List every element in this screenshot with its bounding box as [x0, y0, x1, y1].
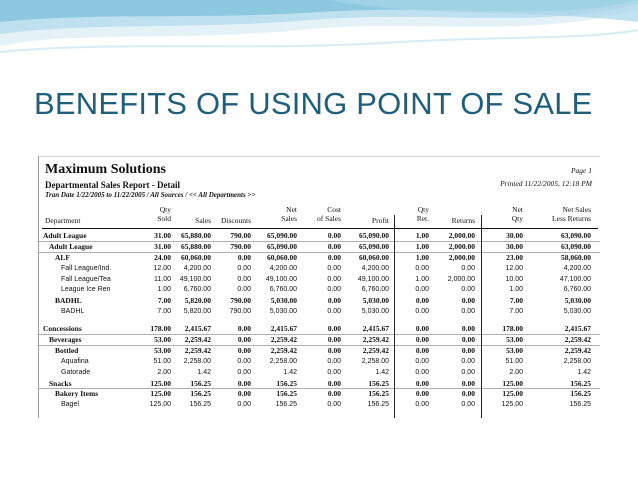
- cell-sales: 2,258.00: [183, 357, 211, 365]
- cell-qty-sold: 7.00: [157, 308, 171, 316]
- department-name: League Ice Ren: [61, 286, 111, 294]
- header-net-sales: Net Sales: [281, 205, 297, 223]
- cell-qty-sold: 2.00: [157, 368, 171, 376]
- cell-qty-sold: 31.00: [154, 241, 171, 251]
- column-headers: [39, 205, 600, 227]
- table-row: [39, 346, 600, 357]
- cell-net-less-returns: 156.25: [570, 389, 591, 399]
- cell-profit: 2,259.42: [362, 345, 389, 355]
- cell-discounts: 0.00: [237, 275, 251, 283]
- header-cost-of-sales: Cost of Sales: [317, 205, 341, 223]
- department-name: BADHL: [61, 308, 85, 316]
- cell-net-qty: 53.00: [506, 335, 523, 345]
- cell-qty-sold: 24.00: [154, 252, 171, 262]
- cell-qty-sold: 53.00: [154, 345, 171, 355]
- cell-qty-ret: 1.00: [415, 275, 429, 283]
- cell-cost-of-sales: 0.00: [327, 401, 341, 409]
- cell-sales: 2,259.42: [184, 345, 211, 355]
- cell-sales: 156.25: [189, 401, 211, 409]
- column-divider: [394, 215, 395, 418]
- table-row: [39, 368, 600, 379]
- cell-net-qty: 30.00: [506, 241, 523, 251]
- cell-qty-sold: 11.00: [154, 275, 171, 283]
- cell-qty-ret: 0.00: [415, 401, 429, 409]
- cell-net-sales: 5,030.00: [269, 308, 297, 316]
- cell-net-less-returns: 156.25: [569, 401, 591, 409]
- cell-profit: 60,060.00: [359, 252, 389, 262]
- cell-discounts: 0.00: [237, 368, 251, 376]
- cell-qty-sold: 7.00: [157, 296, 171, 306]
- cell-discounts: 0.00: [237, 286, 251, 294]
- cell-net-less-returns: 156.25: [570, 378, 591, 388]
- cell-net-qty: 30.00: [506, 231, 523, 240]
- cell-net-sales: 65,090.00: [267, 231, 297, 240]
- department-name: Adult League: [49, 241, 93, 251]
- cell-discounts: 0.00: [237, 324, 251, 334]
- cell-net-qty: 125.00: [502, 378, 523, 388]
- cell-net-less-returns: 58,060.00: [561, 252, 591, 262]
- cell-sales: 156.25: [190, 378, 211, 388]
- cell-net-less-returns: 4,200.00: [563, 264, 591, 272]
- cell-net-qty: 23.00: [506, 252, 523, 262]
- cell-net-sales: 2,259.42: [270, 335, 297, 345]
- cell-sales: 60,060.00: [181, 252, 211, 262]
- cell-discounts: 790.00: [230, 231, 251, 240]
- cell-sales: 6,760.00: [183, 286, 211, 294]
- cell-sales: 65,880.00: [181, 231, 211, 240]
- cell-cost-of-sales: 0.00: [327, 264, 341, 272]
- cell-profit: 4,200.00: [361, 264, 389, 272]
- cell-cost-of-sales: 0.00: [327, 345, 341, 355]
- cell-qty-ret: 0.00: [415, 308, 429, 316]
- cell-net-less-returns: 63,090.00: [561, 231, 591, 240]
- department-name: Bakery Items: [55, 389, 99, 399]
- cell-cost-of-sales: 0.00: [327, 368, 341, 376]
- department-name: Gatorade: [61, 368, 91, 376]
- cell-discounts: 0.00: [237, 335, 251, 345]
- table-row: [39, 253, 600, 264]
- cell-qty-sold: 51.00: [153, 357, 171, 365]
- cell-net-qty: 53.00: [506, 345, 523, 355]
- cell-net-sales: 4,200.00: [269, 264, 297, 272]
- cell-cost-of-sales: 0.00: [327, 308, 341, 316]
- cell-cost-of-sales: 0.00: [327, 286, 341, 294]
- report-parameters: Tran Date 1/22/2005 to 11/22/2005 / All Sources / << All Departments >>: [45, 191, 256, 199]
- table-row: [39, 389, 600, 400]
- cell-qty-ret: 0.00: [415, 335, 429, 345]
- cell-net-sales: 6,760.00: [269, 286, 297, 294]
- cell-qty-ret: 0.00: [415, 368, 429, 376]
- cell-qty-ret: 0.00: [415, 286, 429, 294]
- cell-cost-of-sales: 0.00: [327, 335, 341, 345]
- cell-net-sales: 156.25: [275, 401, 297, 409]
- cell-net-less-returns: 2,258.00: [563, 357, 591, 365]
- department-name: Concessions: [43, 324, 82, 334]
- cell-net-less-returns: 1.42: [577, 368, 591, 376]
- table-row: [39, 335, 600, 346]
- cell-qty-ret: 1.00: [415, 252, 429, 262]
- cell-returns: 2,000.00: [447, 275, 475, 283]
- cell-net-sales: 1.42: [283, 368, 297, 376]
- cell-cost-of-sales: 0.00: [327, 389, 341, 399]
- cell-discounts: 0.00: [237, 389, 251, 399]
- cell-net-qty: 125.00: [501, 401, 523, 409]
- cell-discounts: 0.00: [237, 264, 251, 272]
- cell-discounts: 790.00: [229, 308, 251, 316]
- table-row: [39, 379, 600, 390]
- cell-net-sales: 156.25: [276, 389, 297, 399]
- header-wave-decoration: [0, 0, 638, 70]
- cell-returns: 0.00: [461, 389, 475, 399]
- department-name: ALF: [55, 252, 70, 262]
- table-row: [39, 357, 600, 368]
- header-discounts: Discounts: [221, 216, 251, 225]
- cell-profit: 1.42: [375, 368, 389, 376]
- cell-returns: 0.00: [461, 296, 475, 306]
- cell-qty-ret: 0.00: [415, 324, 429, 334]
- table-row: [39, 231, 600, 242]
- cell-sales: 2,415.67: [184, 324, 211, 334]
- cell-net-less-returns: 5,030.00: [563, 308, 591, 316]
- cell-profit: 156.25: [367, 401, 389, 409]
- cell-cost-of-sales: 0.00: [327, 231, 341, 240]
- cell-qty-ret: 1.00: [415, 241, 429, 251]
- table-row: [39, 307, 600, 318]
- cell-profit: 65,090.00: [359, 231, 389, 240]
- cell-discounts: 0.00: [237, 401, 251, 409]
- cell-qty-sold: 1.00: [157, 286, 171, 294]
- cell-net-qty: 1.00: [509, 286, 523, 294]
- cell-net-qty: 2.00: [509, 368, 523, 376]
- header-returns: Returns: [451, 216, 475, 225]
- cell-cost-of-sales: 0.00: [327, 378, 341, 388]
- department-name: Bottled: [55, 345, 79, 355]
- cell-net-qty: 178.00: [502, 324, 523, 334]
- cell-cost-of-sales: 0.00: [327, 275, 341, 283]
- cell-returns: 2,000.00: [448, 252, 475, 262]
- cell-returns: 0.00: [461, 324, 475, 334]
- report-screenshot: [38, 156, 600, 418]
- cell-profit: 5,030.00: [362, 296, 389, 306]
- cell-net-less-returns: 2,415.67: [564, 324, 591, 334]
- cell-discounts: 0.00: [237, 357, 251, 365]
- cell-returns: 0.00: [461, 335, 475, 345]
- cell-qty-ret: 0.00: [415, 389, 429, 399]
- cell-qty-sold: 53.00: [154, 335, 171, 345]
- cell-net-qty: 125.00: [502, 389, 523, 399]
- page-number: Page 1: [570, 166, 592, 175]
- cell-cost-of-sales: 0.00: [327, 324, 341, 334]
- header-qty-sold: Qty Sold: [157, 205, 171, 223]
- table-row: [39, 296, 600, 307]
- cell-discounts: 0.00: [237, 378, 251, 388]
- cell-net-less-returns: 2,259.42: [564, 345, 591, 355]
- cell-returns: 0.00: [461, 308, 475, 316]
- cell-net-less-returns: 2,259.42: [564, 335, 591, 345]
- department-name: Fall League/Ind.: [61, 264, 112, 272]
- cell-net-sales: 5,030.00: [270, 296, 297, 306]
- cell-returns: 0.00: [461, 264, 475, 272]
- cell-profit: 6,760.00: [361, 286, 389, 294]
- cell-discounts: 790.00: [230, 296, 251, 306]
- table-row: [39, 400, 600, 411]
- department-name: BADHL: [55, 296, 82, 306]
- cell-discounts: 0.00: [237, 345, 251, 355]
- table-row: [39, 324, 600, 335]
- cell-sales: 65,880.00: [181, 241, 211, 251]
- cell-net-qty: 12.00: [505, 264, 523, 272]
- cell-net-sales: 60,060.00: [267, 252, 297, 262]
- report-subtitle: Departmental Sales Report - Detail: [45, 180, 180, 190]
- cell-returns: 0.00: [461, 401, 475, 409]
- company-name: Maximum Solutions: [45, 162, 166, 177]
- cell-qty-ret: 1.00: [415, 231, 429, 240]
- cell-sales: 2,259.42: [184, 335, 211, 345]
- cell-qty-ret: 0.00: [415, 264, 429, 272]
- cell-qty-sold: 125.00: [150, 389, 171, 399]
- cell-sales: 156.25: [190, 389, 211, 399]
- cell-profit: 156.25: [368, 378, 389, 388]
- cell-net-sales: 2,258.00: [269, 357, 297, 365]
- cell-net-sales: 156.25: [276, 378, 297, 388]
- header-department: Department: [45, 216, 81, 225]
- table-row: [39, 275, 600, 286]
- cell-net-sales: 2,415.67: [270, 324, 297, 334]
- cell-qty-sold: 12.00: [153, 264, 171, 272]
- cell-qty-ret: 0.00: [415, 345, 429, 355]
- slide-title: BENEFITS OF USING POINT OF SALE: [34, 86, 593, 121]
- cell-net-sales: 2,259.42: [270, 345, 297, 355]
- cell-sales: 5,820.00: [183, 308, 211, 316]
- cell-returns: 0.00: [461, 378, 475, 388]
- cell-profit: 2,258.00: [361, 357, 389, 365]
- header-rule: [42, 228, 598, 229]
- cell-qty-ret: 0.00: [415, 378, 429, 388]
- cell-returns: 0.00: [461, 286, 475, 294]
- header-net-less-returns: Net Sales Less Returns: [552, 205, 591, 223]
- cell-net-qty: 51.00: [505, 357, 523, 365]
- cell-profit: 5,030.00: [361, 308, 389, 316]
- cell-profit: 2,259.42: [362, 335, 389, 345]
- department-name: Bagel: [61, 401, 79, 409]
- cell-profit: 49,100.00: [357, 275, 389, 283]
- header-sales: Sales: [195, 216, 211, 225]
- cell-profit: 2,415.67: [362, 324, 389, 334]
- cell-net-less-returns: 47,100.00: [559, 275, 591, 283]
- cell-profit: 65,090.00: [359, 241, 389, 251]
- cell-qty-sold: 125.00: [150, 378, 171, 388]
- department-name: Snacks: [49, 378, 72, 388]
- cell-returns: 2,000.00: [448, 241, 475, 251]
- cell-net-less-returns: 5,030.00: [564, 296, 591, 306]
- table-row: [39, 285, 600, 296]
- cell-net-less-returns: 6,760.00: [563, 286, 591, 294]
- cell-sales: 1.42: [197, 368, 211, 376]
- department-name: Adult League: [43, 231, 87, 240]
- department-name: Fall League/Tea: [61, 275, 111, 283]
- cell-net-qty: 7.00: [509, 296, 523, 306]
- cell-discounts: 790.00: [230, 241, 251, 251]
- cell-cost-of-sales: 0.00: [327, 241, 341, 251]
- cell-discounts: 0.00: [237, 252, 251, 262]
- cell-net-qty: 7.00: [509, 308, 523, 316]
- cell-qty-ret: 0.00: [415, 357, 429, 365]
- cell-cost-of-sales: 0.00: [327, 252, 341, 262]
- department-name: Aquafina: [61, 357, 89, 365]
- cell-sales: 5,820.00: [184, 296, 211, 306]
- table-row: [39, 264, 600, 275]
- cell-qty-sold: 31.00: [154, 231, 171, 240]
- column-divider: [481, 215, 482, 418]
- cell-qty-sold: 178.00: [150, 324, 171, 334]
- header-profit: Profit: [371, 216, 389, 225]
- printed-timestamp: Printed 11/22/2005, 12:18 PM: [500, 179, 592, 188]
- cell-sales: 49,100.00: [179, 275, 211, 283]
- cell-returns: 0.00: [461, 357, 475, 365]
- cell-returns: 0.00: [461, 345, 475, 355]
- cell-net-sales: 49,100.00: [265, 275, 297, 283]
- cell-sales: 4,200.00: [183, 264, 211, 272]
- cell-cost-of-sales: 0.00: [327, 296, 341, 306]
- cell-qty-ret: 0.00: [415, 296, 429, 306]
- cell-returns: 0.00: [461, 368, 475, 376]
- table-row: [39, 242, 600, 253]
- cell-net-qty: 10.00: [505, 275, 523, 283]
- cell-qty-sold: 125.00: [149, 401, 171, 409]
- cell-net-sales: 65,090.00: [267, 241, 297, 251]
- header-net-qty: Net Qty: [511, 205, 523, 223]
- cell-cost-of-sales: 0.00: [327, 357, 341, 365]
- report-rows: [39, 231, 600, 411]
- department-name: Beverages: [49, 335, 82, 345]
- cell-profit: 156.25: [368, 389, 389, 399]
- header-qty-ret: Qty Ret.: [416, 205, 429, 223]
- cell-net-less-returns: 63,090.00: [561, 241, 591, 251]
- cell-returns: 2,000.00: [448, 231, 475, 240]
